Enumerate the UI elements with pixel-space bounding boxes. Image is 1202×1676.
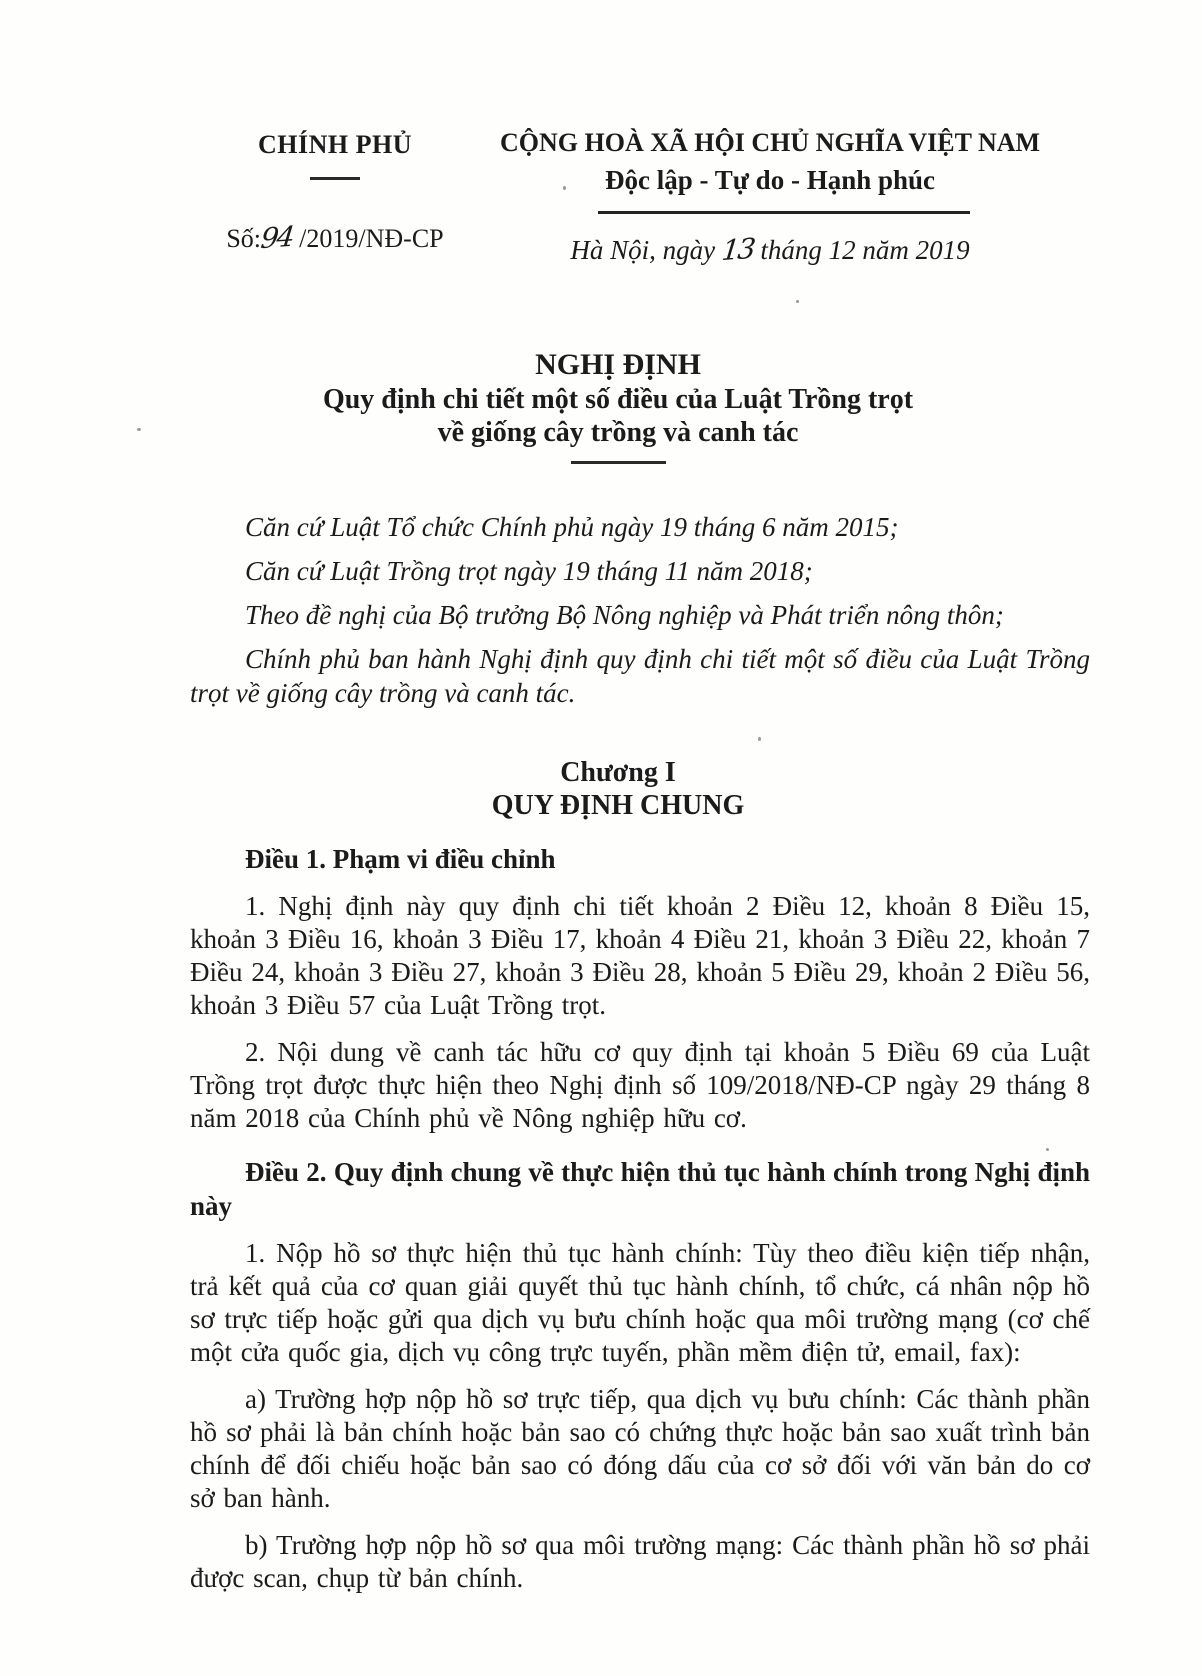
scan-speck	[758, 737, 761, 741]
preamble-paragraph: Chính phủ ban hành Nghị định quy định chi tiết một số điều của Luật Trồng trọt về giống cây trồng và canh tác.	[190, 644, 1090, 708]
authority-underline	[310, 177, 360, 180]
national-motto: Độc lập - Tự do - Hạnh phúc	[604, 165, 936, 195]
preamble	[190, 510, 1090, 710]
preamble-paragraph: Theo đề nghị của Bộ trưởng Bộ Nông nghiệp và Phát triển nông thôn;	[245, 600, 1004, 630]
preamble-paragraph: Căn cứ Luật Trồng trọt ngày 19 tháng 11 năm 2018;	[245, 556, 813, 586]
article-1	[190, 842, 1090, 1135]
chapter-name: QUY ĐỊNH CHUNG	[491, 790, 745, 821]
document-kind: NGHỊ ĐỊNH	[535, 348, 701, 381]
country-name: CỘNG HOÀ XÃ HỘI CHỦ NGHĨA VIỆT NAM	[500, 128, 1041, 157]
document-body	[190, 347, 1090, 1595]
motto-underline	[598, 211, 970, 214]
issue-date-suffix: tháng 12 năm 2019	[753, 235, 970, 265]
article-1-paragraph: 2. Nội dung về canh tác hữu cơ quy định tại khoản 5 Điều 69 của Luật Trồng trọt được thực hiện theo Nghị định số 109/2018/NĐ-CP ngày 29 tháng 8 năm 2018 của Chính phủ về Nông nghiệp hữu cơ.	[190, 1037, 1090, 1133]
document-number	[200, 221, 470, 254]
title-separator	[571, 461, 666, 464]
document-number-prefix: Số:	[226, 224, 262, 253]
article-2-heading: Điều 2. Quy định chung về thực hiện thủ tục hành chính trong Nghị định này	[190, 1157, 1090, 1221]
scan-speck	[563, 186, 566, 190]
article-1-paragraph: 1. Nghị định này quy định chi tiết khoản 2 Điều 12, khoản 8 Điều 15, khoản 3 Điều 16, khoản 3 Điều 17, khoản 4 Điều 21, khoản 3 Điều 22, khoản 7 Điều 24, khoản 3 Điều 27, khoản 3 Điều 28, khoản 5 Điều 29, khoản 2 Điều 56, khoản 3 Điều 57 của Luật Trồng trọt.	[190, 891, 1090, 1020]
article-2-paragraph: a) Trường hợp nộp hồ sơ trực tiếp, qua dịch vụ bưu chính: Các thành phần hồ sơ phải là bản chính hoặc bản sao có chứng thực hoặc bản sao xuất trình bản chính để đối chiếu hoặc bản sao có đóng dấu của cơ sở đối với văn bản do cơ sở ban hành.	[190, 1384, 1090, 1513]
article-2	[190, 1155, 1090, 1595]
document-number-handwritten: 94	[259, 219, 295, 256]
national-header-block	[500, 128, 1040, 266]
scan-speck	[137, 428, 141, 431]
article-2-paragraph: b) Trường hợp nộp hồ sơ qua môi trường mạng: Các thành phần hồ sơ phải được scan, chụp từ bản chính.	[190, 1530, 1090, 1593]
issue-date-day-handwritten: 13	[720, 231, 756, 268]
issuing-authority-block	[200, 130, 470, 254]
document-number-suffix: /2019/NĐ-CP	[292, 224, 444, 253]
scan-speck	[1046, 1148, 1049, 1151]
article-1-heading: Điều 1. Phạm vi điều chỉnh	[245, 844, 556, 874]
issue-date-prefix: Hà Nội, ngày	[570, 235, 722, 265]
preamble-paragraph: Căn cứ Luật Tổ chức Chính phủ ngày 19 tháng 6 năm 2015;	[245, 512, 899, 542]
document-title-block	[168, 347, 1068, 464]
issue-date	[500, 233, 1040, 266]
article-2-paragraph: 1. Nộp hồ sơ thực hiện thủ tục hành chính: Tùy theo điều kiện tiếp nhận, trả kết quả của cơ quan giải quyết thủ tục hành chính, tổ chức, cá nhân nộp hồ sơ trực tiếp hoặc gửi qua dịch vụ bưu chính hoặc qua môi trường mạng (cơ chế một cửa quốc gia, dịch vụ công trực tuyến, phần mềm điện tử, email, fax):	[190, 1238, 1090, 1367]
chapter-heading	[168, 756, 1068, 822]
document-title-line2: về giống cây trồng và canh tác	[437, 417, 799, 448]
document-title-line1: Quy định chi tiết một số điều của Luật Trồng trọt	[322, 384, 914, 415]
issuing-authority: CHÍNH PHỦ	[258, 130, 412, 159]
scan-speck	[796, 300, 799, 303]
chapter-label: Chương I	[560, 757, 676, 788]
